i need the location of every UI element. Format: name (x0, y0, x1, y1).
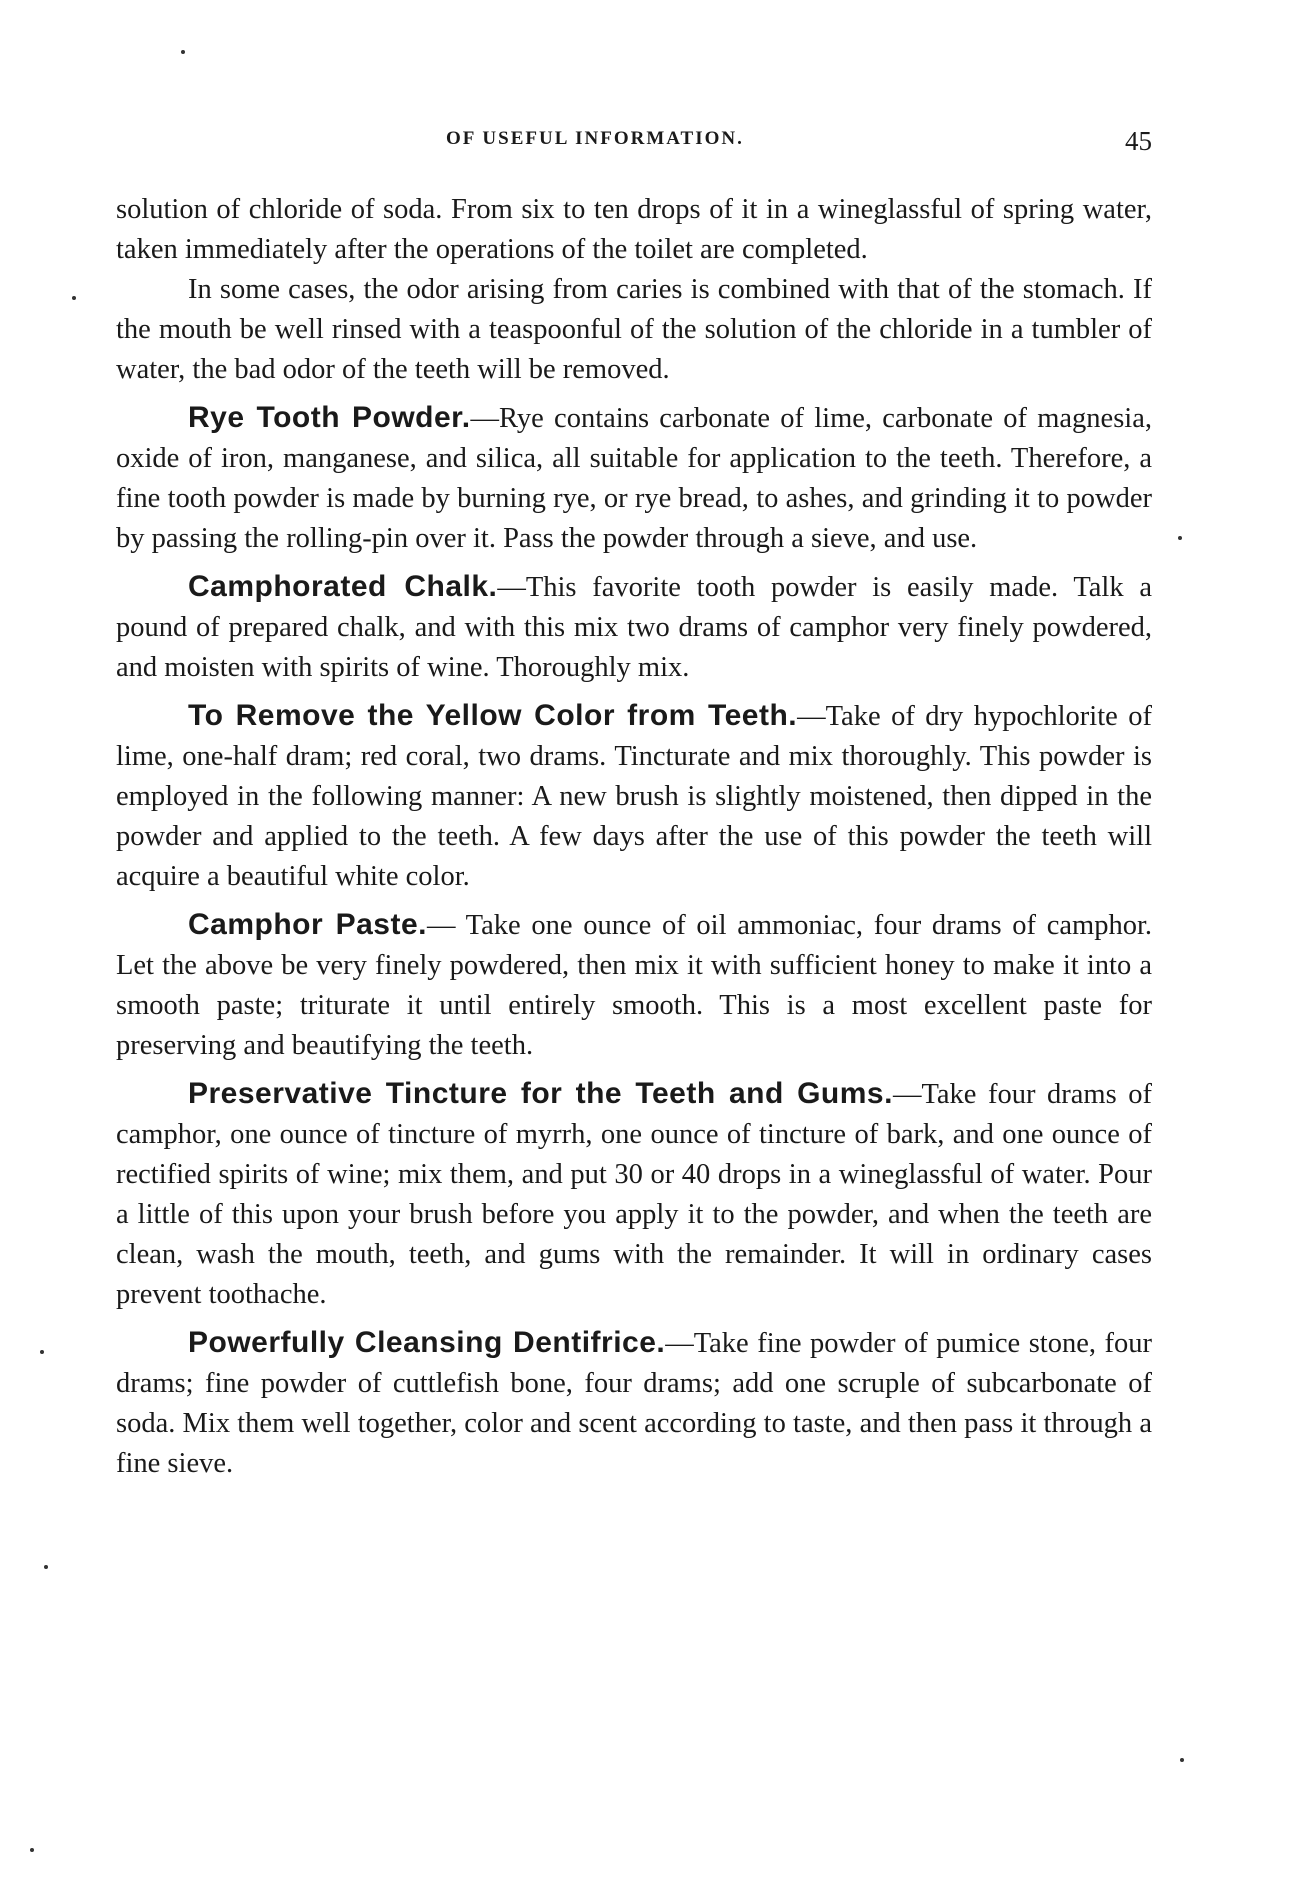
page-number: 45 (1125, 126, 1152, 156)
scan-speck (181, 50, 185, 54)
entry-text: —Rye contains carbonate of lime, carbonate of magnesia, oxide of iron, manganese, and silica, all suitable for application to the teeth. Therefore, a fine tooth powder is made by burning rye, or rye bread, to ashes, and grinding it to powder by passing the rolling-pin over it. Pass the powder through a sieve, and use. (116, 403, 1152, 554)
paragraph-continuation: solution of chloride of soda. From six to ten drops of it in a wineglassful of spring water, taken immediately after the operations of the toilet are completed. (116, 194, 1152, 265)
entry-title: Camphorated Chalk. (188, 570, 498, 603)
body-text (116, 190, 1152, 1484)
scan-speck (40, 1350, 44, 1354)
paragraph-caries-odor: In some cases, the odor arising from caries is combined with that of the stomach. If the mouth be well rinsed with a teaspoonful of the solution of the chloride in a tumbler of water, the bad odor of the teeth will be removed. (116, 274, 1152, 385)
scan-speck (30, 1848, 34, 1852)
entry-camphorated-chalk (116, 567, 1152, 688)
entry-text: —This favorite tooth powder is easily made. Talk a pound of prepared chalk, and with this mix two drams of camphor very finely powdered, and moisten with spirits of wine. Thoroughly mix. (116, 572, 1152, 683)
entry-text: —Take four drams of camphor, one ounce of tincture of myrrh, one ounce of tincture of bark, and one ounce of rectified spirits of wine; mix them, and put 30 or 40 drops in a wineglassful of water. Pour a little of this upon your brush before you apply it to the powder, and when the teeth are clean, wash the mouth, teeth, and gums with the remainder. It will in ordinary cases prevent toothache. (116, 1079, 1152, 1310)
entry-text: — Take one ounce of oil ammoniac, four drams of camphor. Let the above be very finely powdered, then mix it with sufficient honey to make it into a smooth paste; triturate it until entirely smooth. This is a most excellent paste for preserving and beautifying the teeth. (116, 910, 1152, 1061)
entry-text: —Take of dry hypochlorite of lime, one-half dram; red coral, two drams. Tincturate and mix thoroughly. This powder is employed in the following manner: A new brush is slightly moistened, then dipped in the powder and applied to the teeth. A few days after the use of this powder the teeth will acquire a beautiful white color. (116, 701, 1152, 892)
entry-title: Camphor Paste. (188, 908, 427, 941)
entry-remove-yellow-color (116, 696, 1152, 897)
entry-rye-tooth-powder (116, 398, 1152, 559)
entry-cleansing-dentifrice (116, 1323, 1152, 1484)
entry-title: Preservative Tincture for the Teeth and Gums. (188, 1077, 893, 1110)
scan-speck (1180, 1758, 1184, 1762)
running-head-title: OF USEFUL INFORMATION. (446, 128, 744, 149)
scan-speck (1178, 536, 1182, 540)
entry-preservative-tincture (116, 1074, 1152, 1315)
entry-camphor-paste (116, 905, 1152, 1066)
scan-speck (44, 1565, 48, 1569)
running-head (116, 128, 1152, 162)
scan-speck (72, 296, 76, 300)
entry-title: Rye Tooth Powder. (188, 401, 471, 434)
entry-title: Powerfully Cleansing Dentifrice. (188, 1326, 666, 1359)
entry-title: To Remove the Yellow Color from Teeth. (188, 699, 798, 732)
entry-text: —Take fine powder of pumice stone, four drams; fine powder of cuttlefish bone, four drams; add one scruple of subcarbonate of soda. Mix them well together, color and scent according to taste, and then pass it through a fine sieve. (116, 1328, 1152, 1479)
